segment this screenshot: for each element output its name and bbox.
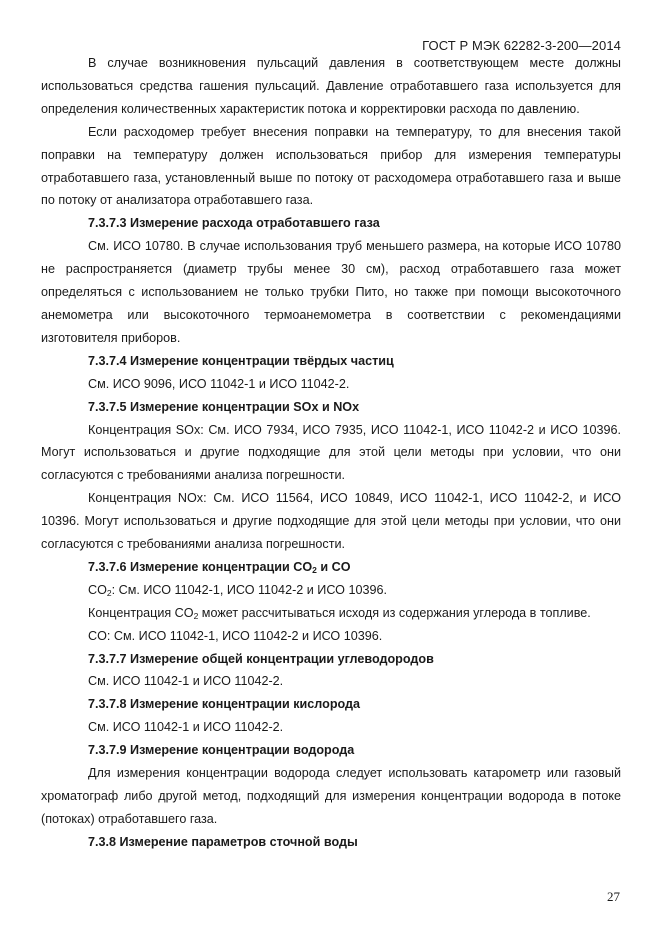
heading-7-3-7-6-suffix: и CO [316,559,351,574]
page-number: 27 [607,889,620,904]
paragraph-nox: Концентрация NOx: См. ИСО 11564, ИСО 10849, ИСО 11042-1, ИСО 11042-2, и ИСО 10396. Могут использоваться и другие подходящие для этой цели методы при условии, что они согласуются с требованиями анализа погрешности. [41,491,621,552]
heading-7-3-8: 7.3.8 Измерение параметров сточной воды [88,834,358,849]
co2-calc-suffix: может рассчитываться исходя из содержания углерода в топливе. [198,605,591,620]
document-header: ГОСТ Р МЭК 62282-3-200—2014 [422,38,621,53]
paragraph-hydrogen: Для измерения концентрации водорода следует использовать катарометр или газовый хроматограф либо другой метод, подходящий для измерения концентрации водорода в потоке (потоках) отработавшего газа. [41,766,621,826]
paragraph-pulsation: В случае возникновения пульсаций давления в соответствующем месте должны использоваться средства гашения пульсаций. Давление отработавшего газа используется для определения количественных характеристик потока и корректировки расхода по давлению. [41,56,621,116]
page-body [41,52,621,854]
paragraph-sox: Концентрация SOx: См. ИСО 7934, ИСО 7935, ИСО 11042-1, ИСО 11042-2 и ИСО 10396. Могут использоваться и другие подходящие для этой цели методы при условии, что они согласуются с требованиями анализа погрешности. [41,422,621,483]
paragraph-oxygen: См. ИСО 11042-1 и ИСО 11042-2. [88,720,284,735]
heading-7-3-7-6-prefix: 7.3.7.6 Измерение концентрации CO [88,559,313,574]
heading-7-3-7-8: 7.3.7.8 Измерение концентрации кислорода [88,697,361,712]
paragraph-co2-standards [41,579,621,602]
paragraph-flow-measurement: См. ИСО 10780. В случае использования труб меньшего размера, на которые ИСО 10780 не распространяется (диаметр трубы менее 30 см), расход отработавшего газа может определяться с использованием не только трубки Пито, но также при помощи высокоточного анемометра или высокоточного термоанемометра в соответствии с рекомендациями изготовителя приборов. [41,239,621,345]
paragraph-hydrocarbons: См. ИСО 11042-1 и ИСО 11042-2. [88,674,284,689]
heading-7-3-7-6-subscript: 2 [312,564,317,575]
co2-label: CO [88,582,107,597]
heading-7-3-7-6 [41,556,621,579]
heading-7-3-7-3: 7.3.7.3 Измерение расхода отработавшего газа [88,216,380,231]
co2-calc-subscript: 2 [193,610,199,621]
heading-7-3-7-4: 7.3.7.4 Измерение концентрации твёрдых частиц [88,353,394,368]
paragraph-co-standards: CO: См. ИСО 11042-1, ИСО 11042-2 и ИСО 10396. [88,628,383,643]
heading-7-3-7-9: 7.3.7.9 Измерение концентрации водорода [88,743,355,758]
heading-7-3-7-7: 7.3.7.7 Измерение общей концентрации углеводородов [88,651,434,666]
co2-calc-prefix: Концентрация CO [88,605,194,620]
co2-subscript: 2 [106,587,112,598]
co2-standards-text: : См. ИСО 11042-1, ИСО 11042-2 и ИСО 10396. [111,582,387,597]
paragraph-particulates: См. ИСО 9096, ИСО 11042-1 и ИСО 11042-2. [88,376,350,391]
paragraph-co2-calculation [41,602,621,625]
heading-7-3-7-5: 7.3.7.5 Измерение концентрации SOx и NOx [88,399,360,414]
paragraph-temperature-correction: Если расходомер требует внесения поправки на температуру, то для внесения такой поправки на температуру должен использоваться прибор для измерения температуры отработавшего газа, установленный выше по потоку от расходомера отработавшего газа и выше по потоку от анализатора отработавшего газа. [41,124,621,208]
